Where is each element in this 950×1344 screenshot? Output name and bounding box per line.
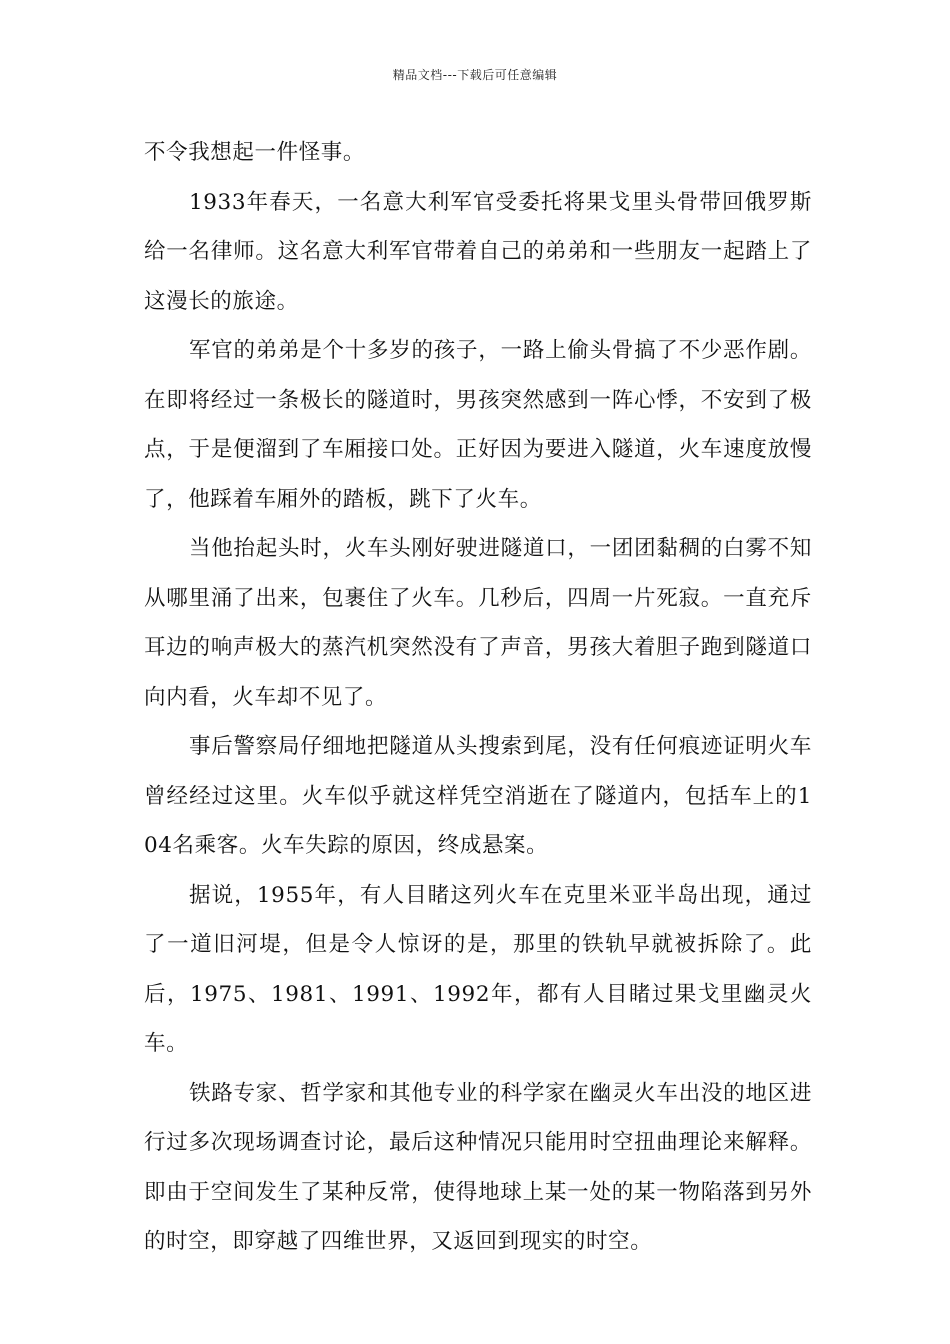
paragraph: 不令我想起一件怪事。 [144,140,366,165]
paragraph: 当他抬起头时，火车头刚好驶进隧道口，一团团黏稠的白雾不知从哪里涌了出来，包裹住了火车。几秒后，四周一片死寂。一直充斥耳边的响声极大的蒸汽机突然没有了声音，男孩大着胆子跑到隧道口向内看，火车却不见了。 [144,536,812,710]
paragraph: 军官的弟弟是个十多岁的孩子，一路上偷头骨搞了不少恶作剧。在即将经过一条极长的隧道时，男孩突然感到一阵心悸，不安到了极点，于是便溜到了车厢接口处。正好因为要进入隧道，火车速度放慢了，他踩着车厢外的踏板，跳下了火车。 [144,338,812,512]
paragraph: 铁路专家、哲学家和其他专业的科学家在幽灵火车出没的地区进行过多次现场调查讨论，最后这种情况只能用时空扭曲理论来解释。即由于空间发生了某种反常，使得地球上某一处的某一物陷落到另外的时空，即穿越了四维世界，又返回到现实的时空。 [144,1080,812,1254]
page-header: 精品文档---下载后可任意编辑 [392,68,558,82]
article-body [144,128,812,1267]
paragraph: 1933年春天，一名意大利军官受委托将果戈里头骨带回俄罗斯给一名律师。这名意大利军官带着自己的弟弟和一些朋友一起踏上了这漫长的旅途。 [144,189,812,314]
paragraph: 据说，1955年，有人目睹这列火车在克里米亚半岛出现，通过了一道旧河堤，但是令人惊讶的是，那里的铁轨早就被拆除了。此后，1975、1981、1991、1992年，都有人目睹过果戈里幽灵火车。 [144,882,812,1056]
paragraph: 事后警察局仔细地把隧道从头搜索到尾，没有任何痕迹证明火车曾经经过这里。火车似乎就这样凭空消逝在了隧道内，包括车上的104名乘客。火车失踪的原因，终成悬案。 [144,734,812,858]
